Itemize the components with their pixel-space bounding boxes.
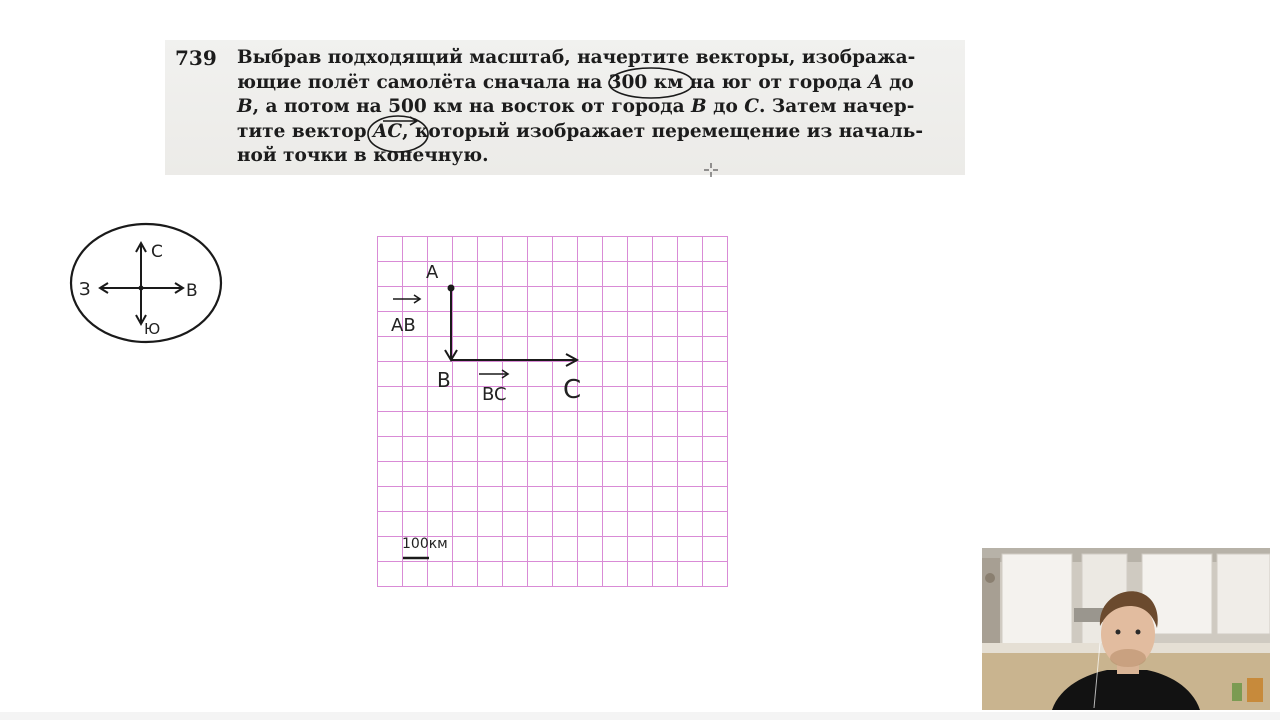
distance-300-circled: 300 км — [608, 71, 684, 93]
city-b-2: B — [691, 96, 707, 117]
problem-line-2e: до — [882, 71, 914, 93]
compass-west-label: З — [79, 279, 91, 300]
compass-south-label: Ю — [144, 320, 161, 338]
webcam-video[interactable] — [982, 548, 1270, 710]
problem-line-3d: до — [706, 96, 745, 117]
crosshair-cursor-icon — [703, 162, 719, 178]
compass-east-label: В — [186, 281, 198, 301]
point-b-label: B — [437, 368, 451, 392]
webcam-frame — [982, 548, 1270, 710]
problem-line-2c: на юг от города — [683, 71, 869, 93]
vector-ac-circled: AC — [373, 120, 403, 142]
compass-center — [139, 286, 144, 291]
problem-line-2a: ющие полёт самолёта сначала на — [237, 71, 609, 93]
problem-line-4a: тите вектор — [237, 120, 374, 142]
problem-line-4c: , который изображает перемещение из началь- — [402, 120, 924, 142]
vector-ab-label: AB — [391, 315, 416, 336]
scale-label: 100км — [402, 536, 448, 552]
compass-rose — [71, 224, 221, 342]
city-b: B — [237, 96, 253, 117]
problem-line-1: Выбрав подходящий масштаб, начертите векторы, изобража- — [237, 47, 916, 68]
circle-300-km — [609, 68, 693, 98]
vector-drawing — [391, 262, 581, 558]
compass-north-label: С — [151, 242, 163, 262]
problem-number: 739 — [175, 46, 217, 70]
city-a: A — [868, 71, 883, 93]
problem-line-3f: . Затем начер- — [758, 96, 915, 117]
point-c-label: C — [563, 375, 582, 405]
bottom-strip — [0, 712, 1280, 720]
problem-line-3b: , а потом на 500 км на восток от города — [252, 96, 692, 117]
problem-line-5: ной точки в конечную. — [237, 145, 489, 166]
point-a-label: A — [426, 262, 439, 283]
city-c: C — [744, 96, 759, 117]
vector-bc-label: BC — [482, 384, 507, 405]
